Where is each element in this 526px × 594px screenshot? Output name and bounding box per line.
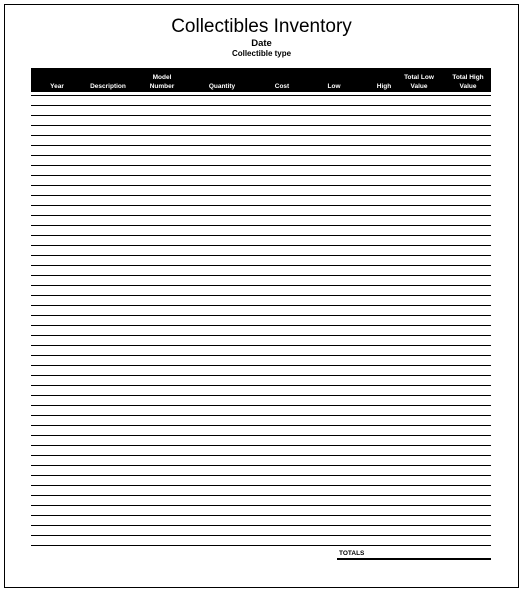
table-row[interactable] (31, 345, 491, 346)
table-row[interactable] (31, 365, 491, 366)
column-header-line2: Number (149, 83, 175, 90)
column-header-line2: High (376, 83, 392, 90)
table-row[interactable] (31, 465, 491, 466)
table-row[interactable] (31, 195, 491, 196)
date-label: Date (251, 38, 272, 49)
table-row[interactable] (31, 225, 491, 226)
table-row[interactable] (31, 125, 491, 126)
table-row[interactable] (31, 455, 491, 456)
table-row[interactable] (31, 495, 491, 496)
page-title: Collectibles Inventory (171, 16, 352, 37)
column-header-line2: Year (50, 83, 64, 90)
table-row[interactable] (31, 445, 491, 446)
table-row[interactable] (31, 315, 491, 316)
table-row[interactable] (31, 375, 491, 376)
table-row[interactable] (31, 95, 491, 96)
table-row[interactable] (31, 285, 491, 286)
table-row[interactable] (31, 175, 491, 176)
table-row[interactable] (31, 115, 491, 116)
table-row[interactable] (31, 485, 491, 486)
table-row[interactable] (31, 475, 491, 476)
table-row[interactable] (31, 245, 491, 246)
column-header-line2: Cost (274, 83, 290, 90)
table-row[interactable] (31, 165, 491, 166)
column-header-line2: Value (459, 83, 477, 90)
table-row[interactable] (31, 425, 491, 426)
totals-line[interactable] (337, 558, 491, 560)
table-row[interactable] (31, 135, 491, 136)
collectible-type-label: Collectible type (231, 49, 292, 58)
column-header-quantity (201, 68, 243, 92)
column-header-high (367, 68, 401, 92)
table-row[interactable] (31, 405, 491, 406)
column-header-line1: Total High (452, 74, 484, 81)
column-header-line2: Value (410, 83, 428, 90)
column-header-year (38, 68, 76, 92)
table-row[interactable] (31, 335, 491, 336)
column-header-line2: Low (327, 83, 341, 90)
table-row[interactable] (31, 395, 491, 396)
column-header-model-number (143, 68, 181, 92)
table-row[interactable] (31, 255, 491, 256)
table-row[interactable] (31, 505, 491, 506)
table-row[interactable] (31, 235, 491, 236)
table-row[interactable] (31, 525, 491, 526)
table-row[interactable] (31, 265, 491, 266)
table-row[interactable] (31, 325, 491, 326)
column-header-total-high-value (447, 68, 489, 92)
column-header-line2: Quantity (208, 83, 236, 90)
totals-label: TOTALS (339, 550, 365, 557)
column-header-description (86, 68, 130, 92)
table-row[interactable] (31, 385, 491, 386)
column-header-line1: Model (152, 74, 172, 81)
table-row[interactable] (31, 275, 491, 276)
table-row[interactable] (31, 435, 491, 436)
column-header-line2: Description (90, 83, 126, 90)
table-row[interactable] (31, 185, 491, 186)
table-row[interactable] (31, 155, 491, 156)
table-header (31, 68, 491, 92)
table-row[interactable] (31, 105, 491, 106)
table-row[interactable] (31, 295, 491, 296)
inventory-page (4, 4, 519, 588)
table-row[interactable] (31, 415, 491, 416)
table-row[interactable] (31, 545, 491, 546)
table-row[interactable] (31, 305, 491, 306)
column-header-line1: Total Low (404, 74, 434, 81)
table-row[interactable] (31, 515, 491, 516)
table-row[interactable] (31, 215, 491, 216)
column-header-total-low-value (399, 68, 439, 92)
column-header-cost (264, 68, 300, 92)
table-row[interactable] (31, 355, 491, 356)
table-row[interactable] (31, 145, 491, 146)
column-header-low (317, 68, 351, 92)
table-row[interactable] (31, 205, 491, 206)
inventory-rows (31, 92, 491, 552)
table-row[interactable] (31, 535, 491, 536)
